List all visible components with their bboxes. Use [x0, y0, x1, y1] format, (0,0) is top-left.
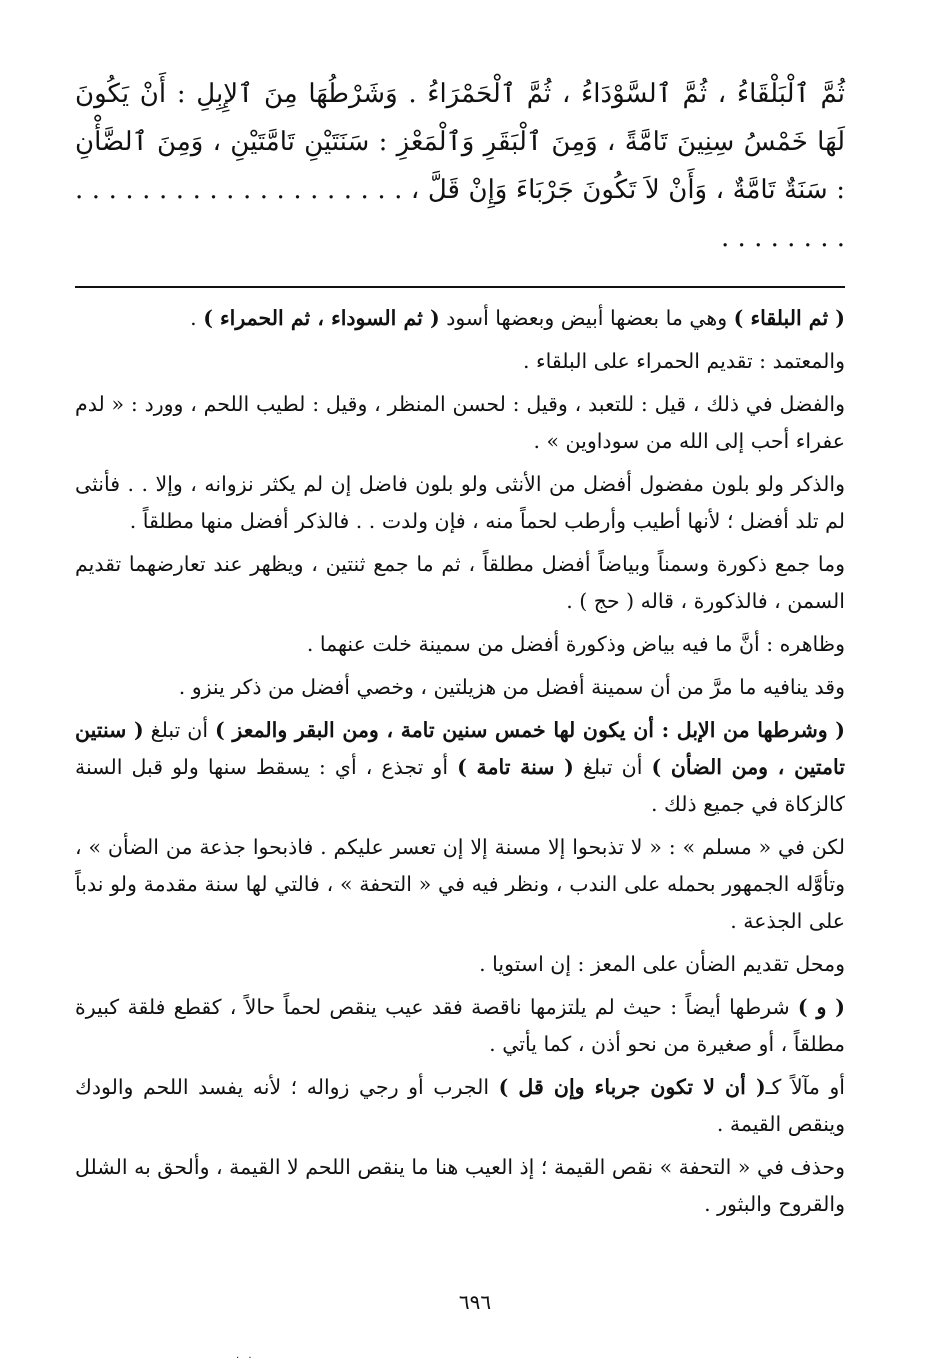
matn-text: ثُمَّ ٱلْبَلْقَاءُ ، ثُمَّ ٱلسَّوْدَاءُ ، ثُمَّ ٱلْحَمْرَاءُ . وَشَرْطُهَا مِنَ ٱلإِبِلِ : أَنْ يَكُونَ لَهَا خَمْسُ سِنِينَ تَامَّةً ، وَمِنَ ٱلْبَقَرِ وَٱلْمَعْزِ : سَنَتَيْنِ تَامَّتَيْنِ ، وَمِنَ ٱلضَّأْنِ : سَنَةٌ تَامَّةٌ ، وَأَنْ لاَ تَكُونَ جَرْبَاءَ وَإِنْ قَلَّ ، . . . . . . . . . . . . . . . . . . . . . . . . . . . .	[75, 79, 846, 253]
quoted-matn: ( سنتين تامتين ، ومن الضأن )	[75, 718, 845, 779]
quoted-matn: ( و )	[797, 995, 845, 1019]
commentary-text: شرطها أيضاً : حيث لم يلتزمها ناقصة فقد عيب ينقص لحماً حالاً ، كقطع فلقة كبيرة مطلقاً ، أو صغيرة من نحو أذن ، كما يأتي .	[75, 995, 845, 1056]
commentary-paragraph-10: ومحل تقديم الضأن على المعز : إن استويا .	[479, 952, 845, 976]
commentary-paragraph-8	[75, 712, 845, 823]
commentary	[75, 300, 845, 1223]
scan-specks: . .	[236, 1350, 255, 1361]
page-body	[75, 70, 845, 1229]
commentary-text: الجرب أو رجي زواله ؛ لأنه يفسد اللحم والودك وينقص القيمة .	[75, 1075, 845, 1136]
commentary-text: أو مآلاً كـ	[765, 1075, 845, 1099]
commentary-text: أن تبلغ	[143, 718, 216, 742]
quoted-matn: ( ثم البلقاء )	[733, 306, 845, 330]
commentary-paragraph-1	[75, 300, 845, 337]
quoted-matn: ( ثم السوداء ، ثم الحمراء )	[203, 306, 440, 330]
commentary-text: .	[190, 306, 204, 330]
commentary-paragraph-7: وقد ينافيه ما مرَّ من أن سمينة أفضل من هزيلتين ، وخصي أفضل من ذكر ينزو .	[178, 675, 845, 699]
commentary-paragraph-11	[75, 989, 845, 1063]
quoted-matn: ( سنة تامة )	[457, 755, 574, 779]
commentary-paragraph-2: والمعتمد : تقديم الحمراء على البلقاء .	[522, 349, 845, 373]
commentary-paragraph-5: وما جمع ذكورة وسمناً وبياضاً أفضل مطلقاً ، ثم ما جمع ثنتين ، ويظهر عند تعارضهما تقديم السمن ، فالذكورة ، قاله ( حج ) .	[75, 552, 845, 613]
commentary-text: وهي ما بعضها أبيض وبعضها أسود	[439, 306, 734, 330]
commentary-text: أو تجذع ، أي : يسقط سنها ولو قبل السنة كالزكاة في جميع ذلك .	[75, 755, 845, 816]
quoted-matn: ( أن لا تكون جرباء وإن قل )	[498, 1075, 766, 1099]
separator-rule	[75, 286, 845, 288]
commentary-paragraph-6: وظاهره : أنَّ ما فيه بياض وذكورة أفضل من سمينة خلت عنهما .	[306, 632, 845, 656]
commentary-paragraph-4: والذكر ولو بلون مفضول أفضل من الأنثى ولو بلون فاضل إن لم يكثر نزوانه ، وإلا . . فأنثى لم تلد أفضل ؛ لأنها أطيب وأرطب لحماً منه ، فإن ولدت . . فالذكر أفضل منها مطلقاً .	[75, 472, 845, 533]
commentary-paragraph-3: والفضل في ذلك ، قيل : للتعبد ، وقيل : لحسن المنظر ، وقيل : لطيب اللحم ، وورد : « لدم عفراء أحب إلى الله من سوداوين » .	[75, 392, 845, 453]
commentary-paragraph-13: وحذف في « التحفة » نقص القيمة ؛ إذ العيب هنا ما ينقص اللحم لا القيمة ، وألحق به الشلل والقروح والبثور .	[75, 1155, 845, 1216]
commentary-text: أن تبلغ	[573, 755, 652, 779]
page-number: ٦٩٦	[458, 1290, 492, 1314]
commentary-paragraph-12	[75, 1069, 845, 1143]
commentary-paragraph-9: لكن في « مسلم » : « لا تذبحوا إلا مسنة إلا إن تعسر عليكم . فاذبحوا جذعة من الضأن » ، وتأوَّله الجمهور بحمله على الندب ، ونظر فيه في « التحفة » ، فالتي لها سنة مقدمة ولو ندباً على الجذعة .	[75, 835, 845, 933]
quoted-matn: ( وشرطها من الإبل : أن يكون لها خمس سنين تامة ، ومن البقر والمعز )	[215, 718, 845, 742]
